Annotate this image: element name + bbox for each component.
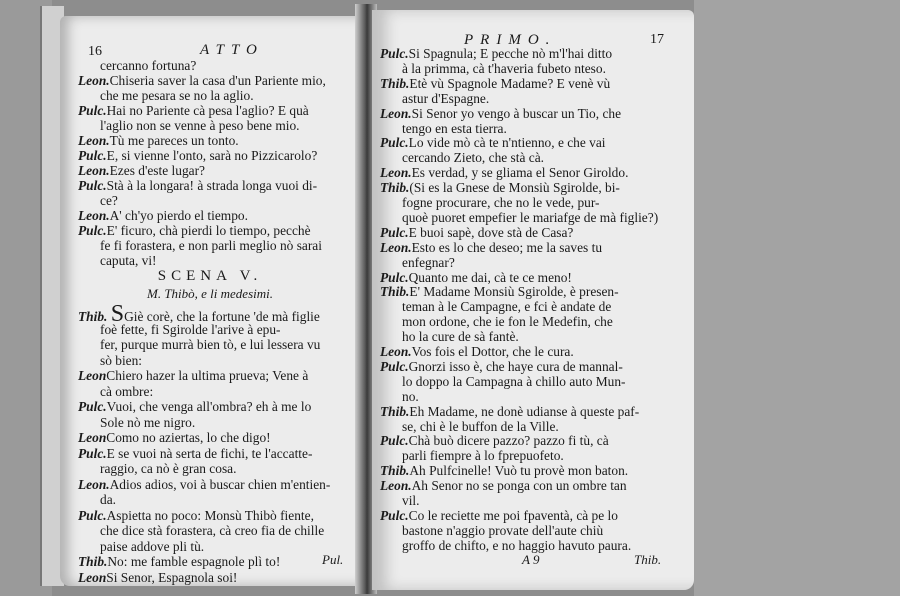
text-line	[78, 178, 317, 194]
text-line	[78, 508, 314, 524]
line-text: E buoi sapè, dove stà de Casa?	[408, 224, 574, 240]
line-text: Sole nò me nigro.	[100, 414, 196, 430]
text-line	[380, 359, 623, 375]
text-line	[78, 148, 317, 164]
left-page	[60, 16, 360, 586]
speaker-label: Pulc.	[380, 224, 409, 240]
text-line	[380, 135, 606, 151]
left-page-number: 16	[88, 44, 102, 59]
speaker-label: Leon.	[78, 73, 110, 88]
text-line	[380, 240, 602, 256]
line-text: Co le reciette me poi fpaventà, cà pe lo	[408, 507, 618, 523]
line-text: A' ch'yo pierdo el tiempo.	[109, 208, 248, 223]
line-text: tengo en esta tierra.	[402, 120, 507, 136]
background-right	[694, 0, 900, 596]
speaker-label: Leon.	[78, 133, 110, 148]
line-text: Etè vù Spagnole Madame? E venè vù	[409, 75, 611, 91]
speaker-label: Thib.	[380, 75, 410, 91]
text-line	[100, 238, 322, 254]
line-text: bastone n'aggio provate dell'aute chiù	[402, 522, 604, 538]
line-text: fer, purque murrà bien tò, e lui lessera vu	[100, 337, 321, 352]
speaker-label: Thib.	[380, 284, 410, 300]
speaker-label: Pulc.	[380, 46, 409, 61]
speaker-label: Leon.	[380, 165, 412, 181]
drop-capital: S	[110, 301, 125, 327]
text-line	[78, 554, 280, 570]
line-text: ce?	[100, 193, 118, 208]
line-text: teman à le Campagne, e fci è andate de	[402, 299, 612, 315]
speaker-label: Leon	[78, 430, 107, 445]
speaker-label: Leon.	[78, 163, 110, 178]
line-text: (Si es la Gnese de Monsiù Sgirolde, bi-	[409, 180, 620, 196]
text-line	[380, 46, 612, 62]
line-text: Stà à la longara! à strada longa vuoi di-	[106, 178, 318, 193]
line-text: Hai no Pariente cà pesa l'aglio? E quà	[106, 103, 309, 118]
scene-subtitle: M. Thibò, e li medesimi.	[146, 286, 273, 301]
text-line	[402, 210, 658, 226]
line-text: Como no aziertas, lo che digo!	[106, 430, 271, 445]
text-line	[380, 106, 621, 122]
line-text: E' ficuro, chà pierdi lo tiempo, pecchè	[106, 223, 311, 238]
speaker-label: Pulc.	[380, 507, 409, 523]
text-line	[380, 508, 618, 524]
speaker-label: Pulc.	[380, 433, 409, 449]
line-text: E' Madame Monsiù Sgirolde, è presen-	[409, 284, 619, 300]
text-line	[402, 61, 606, 77]
text-line	[380, 463, 628, 479]
line-text: Vuoi, che venga all'ombra? eh à me lo	[106, 399, 312, 414]
right-running-head: PRIMO.	[464, 32, 557, 48]
speaker-label: Pulc.	[78, 445, 107, 461]
line-text: Tù me pareces un tonto.	[109, 133, 239, 148]
line-text: quoè puoret empefier le mariafge de mà figlie?)	[402, 209, 659, 225]
speaker-label: Leon.	[380, 478, 412, 494]
line-text: da.	[100, 492, 116, 507]
right-page	[372, 10, 694, 590]
line-text: Chà buò dicere pazzo? pazzo fi tù, cà	[408, 433, 609, 449]
line-text: che dice stà forastera, cà creo fia de chille	[100, 523, 325, 538]
text-line	[78, 73, 326, 89]
speaker-label: Leon	[78, 368, 107, 383]
right-page-number: 17	[650, 32, 664, 47]
line-text: parli fiempre à lo fprepuofeto.	[402, 448, 564, 464]
text-line	[78, 208, 248, 224]
text-line	[100, 384, 153, 400]
text-line	[402, 538, 631, 554]
line-text: No: me famble espagnole plì to!	[107, 554, 281, 569]
line-text: se, chi è le buffon de la Ville.	[402, 418, 559, 434]
line-text: Si Spagnula; E pecche nò m'l'hai ditto	[408, 46, 613, 61]
text-line	[380, 165, 628, 181]
speaker-label: Thib.	[78, 554, 108, 569]
line-text: Vos fois el Dottor, che le cura.	[411, 344, 574, 359]
speaker-label: Leon.	[380, 344, 412, 359]
line-text: fogne procurare, che no le vede, pur-	[402, 195, 600, 210]
line-text: E se vuoi nà serta de fichi, te l'accatte-	[106, 445, 313, 461]
speaker-label: Pulc.	[380, 269, 409, 285]
line-text: cà ombre:	[100, 383, 154, 399]
speaker-label: Thib.	[78, 309, 111, 324]
line-text: Adios adios, voi à buscar chien m'entien-	[109, 476, 331, 492]
text-line	[380, 344, 574, 360]
text-line	[402, 299, 611, 315]
line-text: mon ordone, che ie fon le Medefin, che	[402, 314, 613, 330]
signature-mark: A 9	[522, 552, 540, 567]
speaker-label: Thib.	[380, 463, 410, 479]
line-text: Quanto me dai, cà te ce meno!	[408, 269, 572, 285]
text-line	[100, 353, 142, 369]
line-text: à la primma, cà t'haveria fubeto nteso.	[402, 60, 606, 76]
line-text: raggio, ca nò è gran cosa.	[100, 461, 237, 476]
speaker-label: Leon.	[78, 476, 110, 492]
right-catchword: Thib.	[634, 552, 662, 567]
text-line	[78, 133, 239, 149]
speaker-label: Thib.	[380, 180, 410, 196]
text-line	[380, 284, 619, 300]
line-text: sò bien:	[100, 352, 143, 368]
speaker-label: Pulc.	[78, 399, 107, 414]
speaker-label: Pulc.	[78, 103, 107, 118]
left-running-head: ATTO	[200, 42, 264, 58]
text-line	[100, 539, 204, 555]
line-text: Ezes d'este lugar?	[109, 163, 205, 178]
text-line	[100, 523, 324, 539]
text-line	[100, 118, 300, 134]
speaker-label: Leon.	[380, 239, 412, 255]
text-line	[100, 492, 116, 508]
speaker-label: Leon.	[78, 208, 110, 223]
line-text: enfegnar?	[402, 254, 455, 270]
text-line	[380, 404, 639, 420]
text-line	[402, 121, 507, 137]
line-text: caputa, vi!	[100, 253, 157, 268]
line-text: Gnorzi isso è, che haye cura de mannal-	[408, 358, 623, 374]
text-line	[100, 253, 157, 269]
text-line	[78, 570, 237, 586]
scene-title: SCENA V.	[157, 268, 263, 284]
text-line	[100, 337, 320, 353]
line-text: E, si vienne l'onto, sarà no Pizzicarolo?	[106, 148, 318, 163]
text-line	[402, 329, 519, 345]
line-text: Giè corè, che la fortune 'de mà figlie	[124, 309, 320, 324]
speaker-label: Pulc.	[78, 148, 107, 163]
speaker-label: Leon.	[380, 105, 412, 121]
text-line	[78, 446, 312, 462]
text-line	[380, 76, 610, 92]
line-text: vil.	[402, 493, 420, 508]
text-line	[402, 374, 626, 390]
text-line	[100, 461, 236, 477]
line-text: Chiseria saver la casa d'un Pariente mio,	[109, 73, 326, 88]
speaker-label: Pulc.	[78, 178, 107, 193]
line-text: Chiero hazer la ultima prueva; Vene à	[106, 368, 309, 383]
line-text: ho la cure de sà fantè.	[402, 329, 519, 345]
text-line	[78, 103, 309, 119]
text-line	[402, 448, 564, 464]
line-text: cercando Zieto, che stà cà.	[402, 150, 545, 166]
line-text: Esto es lo che deseo; me la saves tu	[411, 239, 603, 255]
text-line	[402, 523, 603, 539]
line-text: astur d'Espagne.	[402, 90, 490, 106]
text-line	[402, 195, 600, 211]
text-line	[78, 368, 308, 384]
line-text: lo doppo la Campagna à chillo auto Mun-	[402, 373, 626, 389]
text-line	[100, 322, 281, 338]
text-line	[402, 150, 544, 166]
line-text: groffo de chifto, e no haggio havuto paura.	[402, 537, 632, 553]
speaker-label: Leon	[78, 569, 107, 585]
text-line	[380, 433, 609, 449]
line-text: Ah Senor no se ponga con un ombre tan	[411, 478, 627, 494]
text-line	[402, 419, 559, 435]
text-line	[380, 225, 573, 241]
line-text: paise addove pli tù.	[100, 538, 205, 554]
text-line	[380, 478, 627, 494]
speaker-label: Pulc.	[78, 223, 107, 238]
text-line	[78, 430, 271, 446]
text-line	[78, 223, 311, 239]
text-line	[100, 415, 195, 431]
text-line	[402, 314, 613, 330]
line-text: foè fette, fi Sgirolde l'arive à epu-	[100, 321, 281, 337]
line-text: cercanno fortuna?	[100, 58, 197, 73]
left-catchword: Pul.	[322, 552, 344, 567]
speaker-label: Pulc.	[380, 358, 409, 374]
text-line	[78, 477, 330, 493]
text-line	[78, 399, 311, 415]
line-text: che me pesara se no la aglio.	[100, 88, 254, 103]
speaker-label: Pulc.	[78, 507, 107, 523]
text-line	[380, 180, 620, 196]
line-text: Si Senor yo vengo à buscar un Tio, che	[411, 105, 622, 121]
line-text: Aspietta no poco: Monsù Thibò fiente,	[106, 507, 314, 523]
text-line	[100, 193, 118, 209]
text-line	[78, 163, 205, 179]
text-line	[380, 270, 572, 286]
speaker-label: Thib.	[380, 403, 410, 419]
line-text: Eh Madame, ne donè udianse à queste paf-	[409, 403, 640, 419]
line-text: l'aglio non se venne à peso bene mio.	[100, 118, 300, 133]
text-line	[100, 88, 254, 104]
text-line	[402, 91, 489, 107]
speaker-label: Pulc.	[380, 135, 409, 151]
line-text: no.	[402, 388, 419, 404]
line-text: Si Senor, Espagnola soi!	[106, 569, 238, 585]
line-text: Es verdad, y se gliama el Senor Giroldo.	[411, 165, 629, 181]
text-line	[402, 389, 419, 405]
line-text: Lo vide mò cà te n'ntienno, e che vai	[408, 135, 606, 151]
text-line	[100, 58, 196, 74]
text-line	[402, 255, 455, 271]
line-text: Ah Pulfcinelle! Vuò tu provè mon baton.	[409, 463, 629, 479]
line-text: fe fi forastera, e non parli meglio nò sarai	[100, 238, 322, 253]
text-line	[402, 493, 419, 509]
